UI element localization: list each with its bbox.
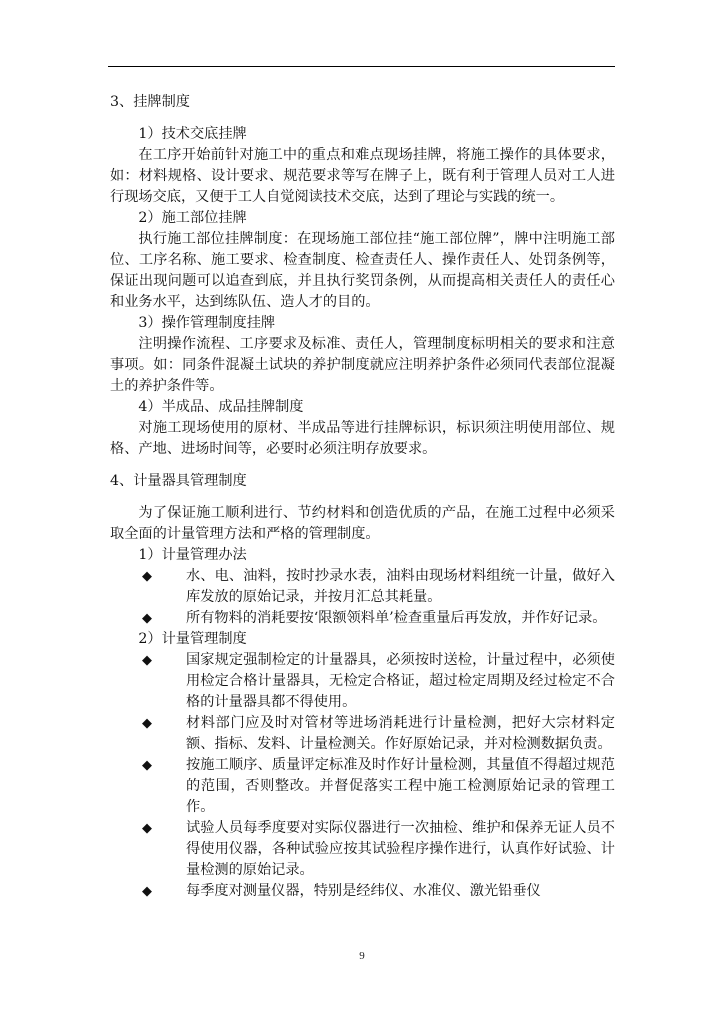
sub-2-title: 2）计量管理制度 [138, 631, 247, 647]
list-item [110, 650, 615, 713]
list-item [110, 881, 615, 902]
item-4-title: 4）半成品、成品挂牌制度 [138, 399, 304, 415]
item-2-body: 执行施工部位挂牌制度：在现场施工部位挂“施工部位牌”，牌中注明施工部位、工序名称、施工要求、检查制度、检查责任人、操作责任人、处罚条例等，保证出现问题可以追查到底，并且执行奖罚条例，从而提高相关责任人的责任心和业务水平，达到练队伍、造人才的目的。 [110, 231, 615, 310]
diamond-bullet-icon: ◆ [142, 653, 152, 668]
item-3-title: 3）操作管理制度挂牌 [138, 315, 276, 331]
list-item-text: 每季度对测量仪器，特别是经纬仪、水准仪、激光铅垂仪 [186, 883, 541, 899]
page-number: 9 [359, 950, 365, 962]
diamond-bullet-icon: ◆ [142, 821, 152, 836]
list-item-text: 水、电、油料，按时抄录水表，油料由现场材料组统一计量，做好入库发放的原始记录，并按月汇总其耗量。 [186, 568, 615, 605]
diamond-bullet-icon: ◆ [142, 569, 152, 584]
diamond-bullet-icon: ◆ [142, 716, 152, 731]
header-rule [108, 66, 615, 67]
page-content [110, 92, 615, 902]
list-item-text: 材料部门应及时对管材等进场消耗进行计量检测，把好大宗材料定额、指标、发料、计量检测关。作好原始记录，并对检测数据负责。 [186, 715, 615, 752]
diamond-bullet-icon: ◆ [142, 611, 152, 626]
item-1-body: 在工序开始前针对施工中的重点和难点现场挂牌，将施工操作的具体要求，如：材料规格、设计要求、规范要求等写在牌子上，既有利于管理人员对工人进行现场交底，又便于工人自觉阅读技术交底，达到了理论与实践的统一。 [110, 147, 615, 205]
list-item-text: 所有物料的消耗要按‘限额领料单’检查重量后再发放，并作好记录。 [186, 610, 607, 626]
list-item-text: 国家规定强制检定的计量器具，必须按时送检，计量过程中，必须使用检定合格计量器具，无检定合格证，超过检定周期及经过检定不合格的计量器具都不得使用。 [186, 652, 615, 710]
list-item [110, 818, 615, 881]
list-item-text: 按施工顺序、质量评定标准及时作好计量检测，其量值不得超过规范的范围，否则整改。并督促落实工程中施工检测原始记录的管理工作。 [186, 757, 615, 815]
list-item [110, 608, 615, 629]
sub-1-bullet-list [110, 566, 615, 629]
list-item [110, 713, 615, 755]
item-2-title: 2）施工部位挂牌 [138, 210, 247, 226]
section-3-heading: 3、挂牌制度 [110, 94, 190, 110]
sub-2-bullet-list [110, 650, 615, 902]
item-3-body: 注明操作流程、工序要求及标准、责任人，管理制度标明相关的要求和注意事项。如：同条件混凝土试块的养护制度就应注明养护条件必须同代表部位混凝土的养护条件等。 [110, 336, 615, 394]
section-4-intro: 为了保证施工顺利进行、节约材料和创造优质的产品，在施工过程中必须采取全面的计量管理方法和严格的管理制度。 [110, 505, 615, 542]
list-item [110, 566, 615, 608]
list-item [110, 755, 615, 818]
item-1-title: 1）技术交底挂牌 [138, 126, 247, 142]
section-4-heading: 4、计量器具管理制度 [110, 473, 247, 489]
item-4-body: 对施工现场使用的原材、半成品等进行挂牌标识，标识须注明使用部位、规格、产地、进场时间等，必要时必须注明存放要求。 [110, 420, 615, 457]
list-item-text: 试验人员每季度要对实际仪器进行一次抽检、维护和保养无证人员不得使用仪器，各种试验应按其试验程序操作进行，认真作好试验、计量检测的原始记录。 [186, 820, 615, 878]
sub-1-title: 1）计量管理办法 [138, 547, 247, 563]
diamond-bullet-icon: ◆ [142, 758, 152, 773]
diamond-bullet-icon: ◆ [142, 884, 152, 899]
